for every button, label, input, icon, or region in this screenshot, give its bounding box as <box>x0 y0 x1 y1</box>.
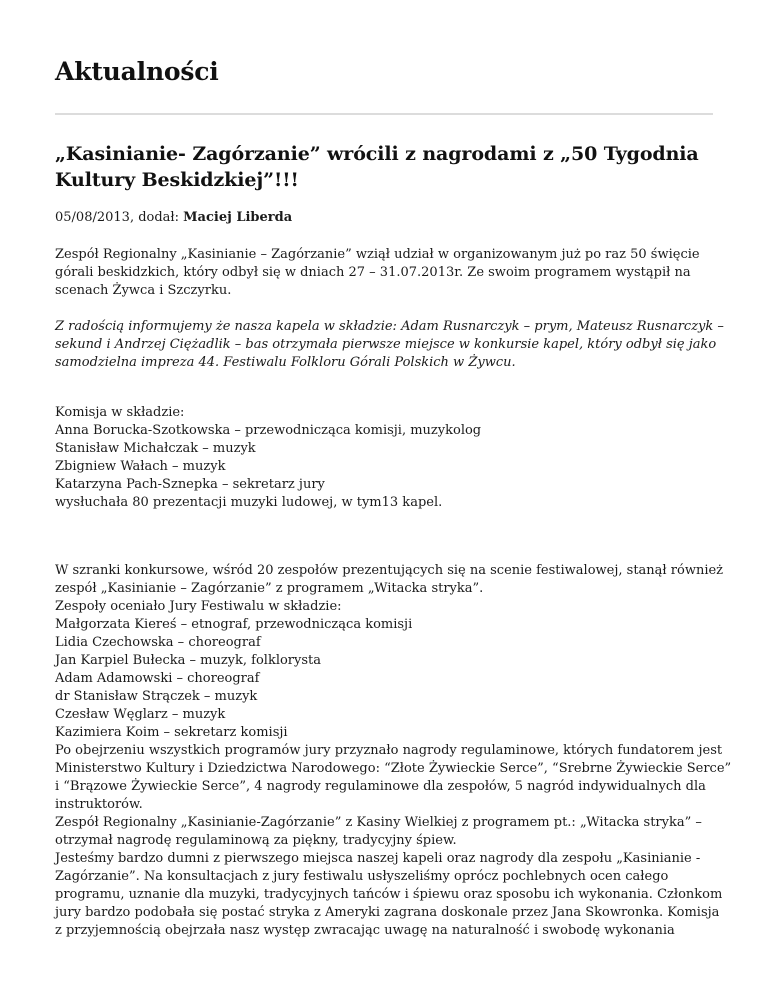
text-line: z przyjemnością obejrzała nasz występ zwracając uwagę na naturalność i swobodę wykonania <box>55 923 675 938</box>
text-line: jury bardzo podobała się postać stryka z Ameryki zagrana doskonale przez Jana Skowronka. Komisja <box>55 905 720 920</box>
text-line: Z radością informujemy że nasza kapela w składzie: Adam Rusnarczyk – prym, Mateusz Rusnarczyk – <box>55 319 724 334</box>
text-line: dr Stanisław Strączek – muzyk <box>55 689 258 704</box>
text-line: sekund i Andrzej Ciężadlik – bas otrzymała pierwsze miejsce w konkursie kapel, który odbył się jako <box>55 337 717 352</box>
text-line: Zespół Regionalny „Kasinianie-Zagórzanie” z Kasiny Wielkiej z programem pt.: „Witacka stryka” – <box>55 815 702 830</box>
article-title <box>55 141 715 193</box>
text-line: otrzymał nagrodę regulaminową za piękny, tradycyjny śpiew. <box>55 833 457 848</box>
text-line: Adam Adamowski – choreograf <box>55 671 260 686</box>
article-title-line: „Kasinianie- Zagórzanie” wrócili z nagrodami z „50 Tygodnia <box>55 143 699 165</box>
text-line: instruktorów. <box>55 797 143 812</box>
text-line: Jan Karpiel Bułecka – muzyk, folklorysta <box>55 653 322 668</box>
text-line: Katarzyna Pach-Sznepka – sekretarz jury <box>55 477 325 492</box>
text-line: Po obejrzeniu wszystkich programów jury przyznało nagrody regulaminowe, których fundatorem jest <box>55 743 723 758</box>
section-title: Aktualności <box>55 57 219 86</box>
text-line: Anna Borucka-Szotkowska – przewodnicząca komisji, muzykolog <box>55 423 482 438</box>
text-line: zespół „Kasinianie – Zagórzanie” z programem „Witacka stryka”. <box>55 581 484 596</box>
text-line: Lidia Czechowska – choreograf <box>55 635 261 650</box>
text-line: Komisja w składzie: <box>55 405 185 420</box>
text-line: Zespół Regionalny „Kasinianie – Zagórzanie” wziął udział w organizowanym już po raz 50 święcie <box>55 247 700 262</box>
text-line: Kazimiera Koim – sekretarz komisji <box>55 725 288 740</box>
added-by-label: , dodał: <box>129 210 184 225</box>
text-line: Ministerstwo Kultury i Dziedzictwa Narodowego: “Złote Żywieckie Serce”, “Srebrne Żywieckie Serce” <box>55 761 732 776</box>
text-line: Zbigniew Wałach – muzyk <box>55 459 226 474</box>
text-line: Jesteśmy bardzo dumni z pierwszego miejsca naszej kapeli oraz nagrody dla zespołu „Kasinianie - <box>55 851 701 866</box>
article-title-line: Kultury Beskidzkiej”!!! <box>55 169 299 191</box>
text-line: wysłuchała 80 prezentacji muzyki ludowej, w tym13 kapel. <box>55 495 443 510</box>
text-line: Małgorzata Kiereś – etnograf, przewodnicząca komisji <box>55 617 413 632</box>
italic-paragraph <box>55 318 724 372</box>
commission-paragraph <box>55 404 715 512</box>
text-line: programu, uznanie dla muzyki, tradycyjnych tańców i śpiewu oraz sposobu ich wykonania. Członkom <box>55 887 723 902</box>
text-line: Stanisław Michałczak – muzyk <box>55 441 256 456</box>
text-line: Zespoły oceniało Jury Festiwalu w składzie: <box>55 599 342 614</box>
text-line: górali beskidzkich, który odbył się w dniach 27 – 31.07.2013r. Ze swoim programem wystąpił na <box>55 265 691 280</box>
text-line: Zagórzanie”. Na konsultacjach z jury festiwalu usłyszeliśmy oprócz pochlebnych ocen całego <box>55 869 669 884</box>
title-divider <box>55 113 713 115</box>
document-page <box>55 0 732 940</box>
article-author: Maciej Liberda <box>183 210 293 225</box>
text-line: i “Brązowe Żywieckie Serce”, 4 nagrody regulaminowe dla zespołów, 5 nagród indywidualnych dla <box>55 779 706 794</box>
intro-paragraph <box>55 246 715 300</box>
article-meta <box>55 209 715 227</box>
text-line: scenach Żywca i Szczyrku. <box>55 283 232 298</box>
text-line: samodzielna impreza 44. Festiwalu Folkloru Górali Polskich w Żywcu. <box>55 355 516 370</box>
text-line: W szranki konkursowe, wśród 20 zespołów prezentujących się na scenie festiwalowej, stanął również <box>55 563 724 578</box>
main-paragraph <box>55 562 732 940</box>
text-line: Czesław Węglarz – muzyk <box>55 707 226 722</box>
article-date: 05/08/2013 <box>55 210 130 225</box>
